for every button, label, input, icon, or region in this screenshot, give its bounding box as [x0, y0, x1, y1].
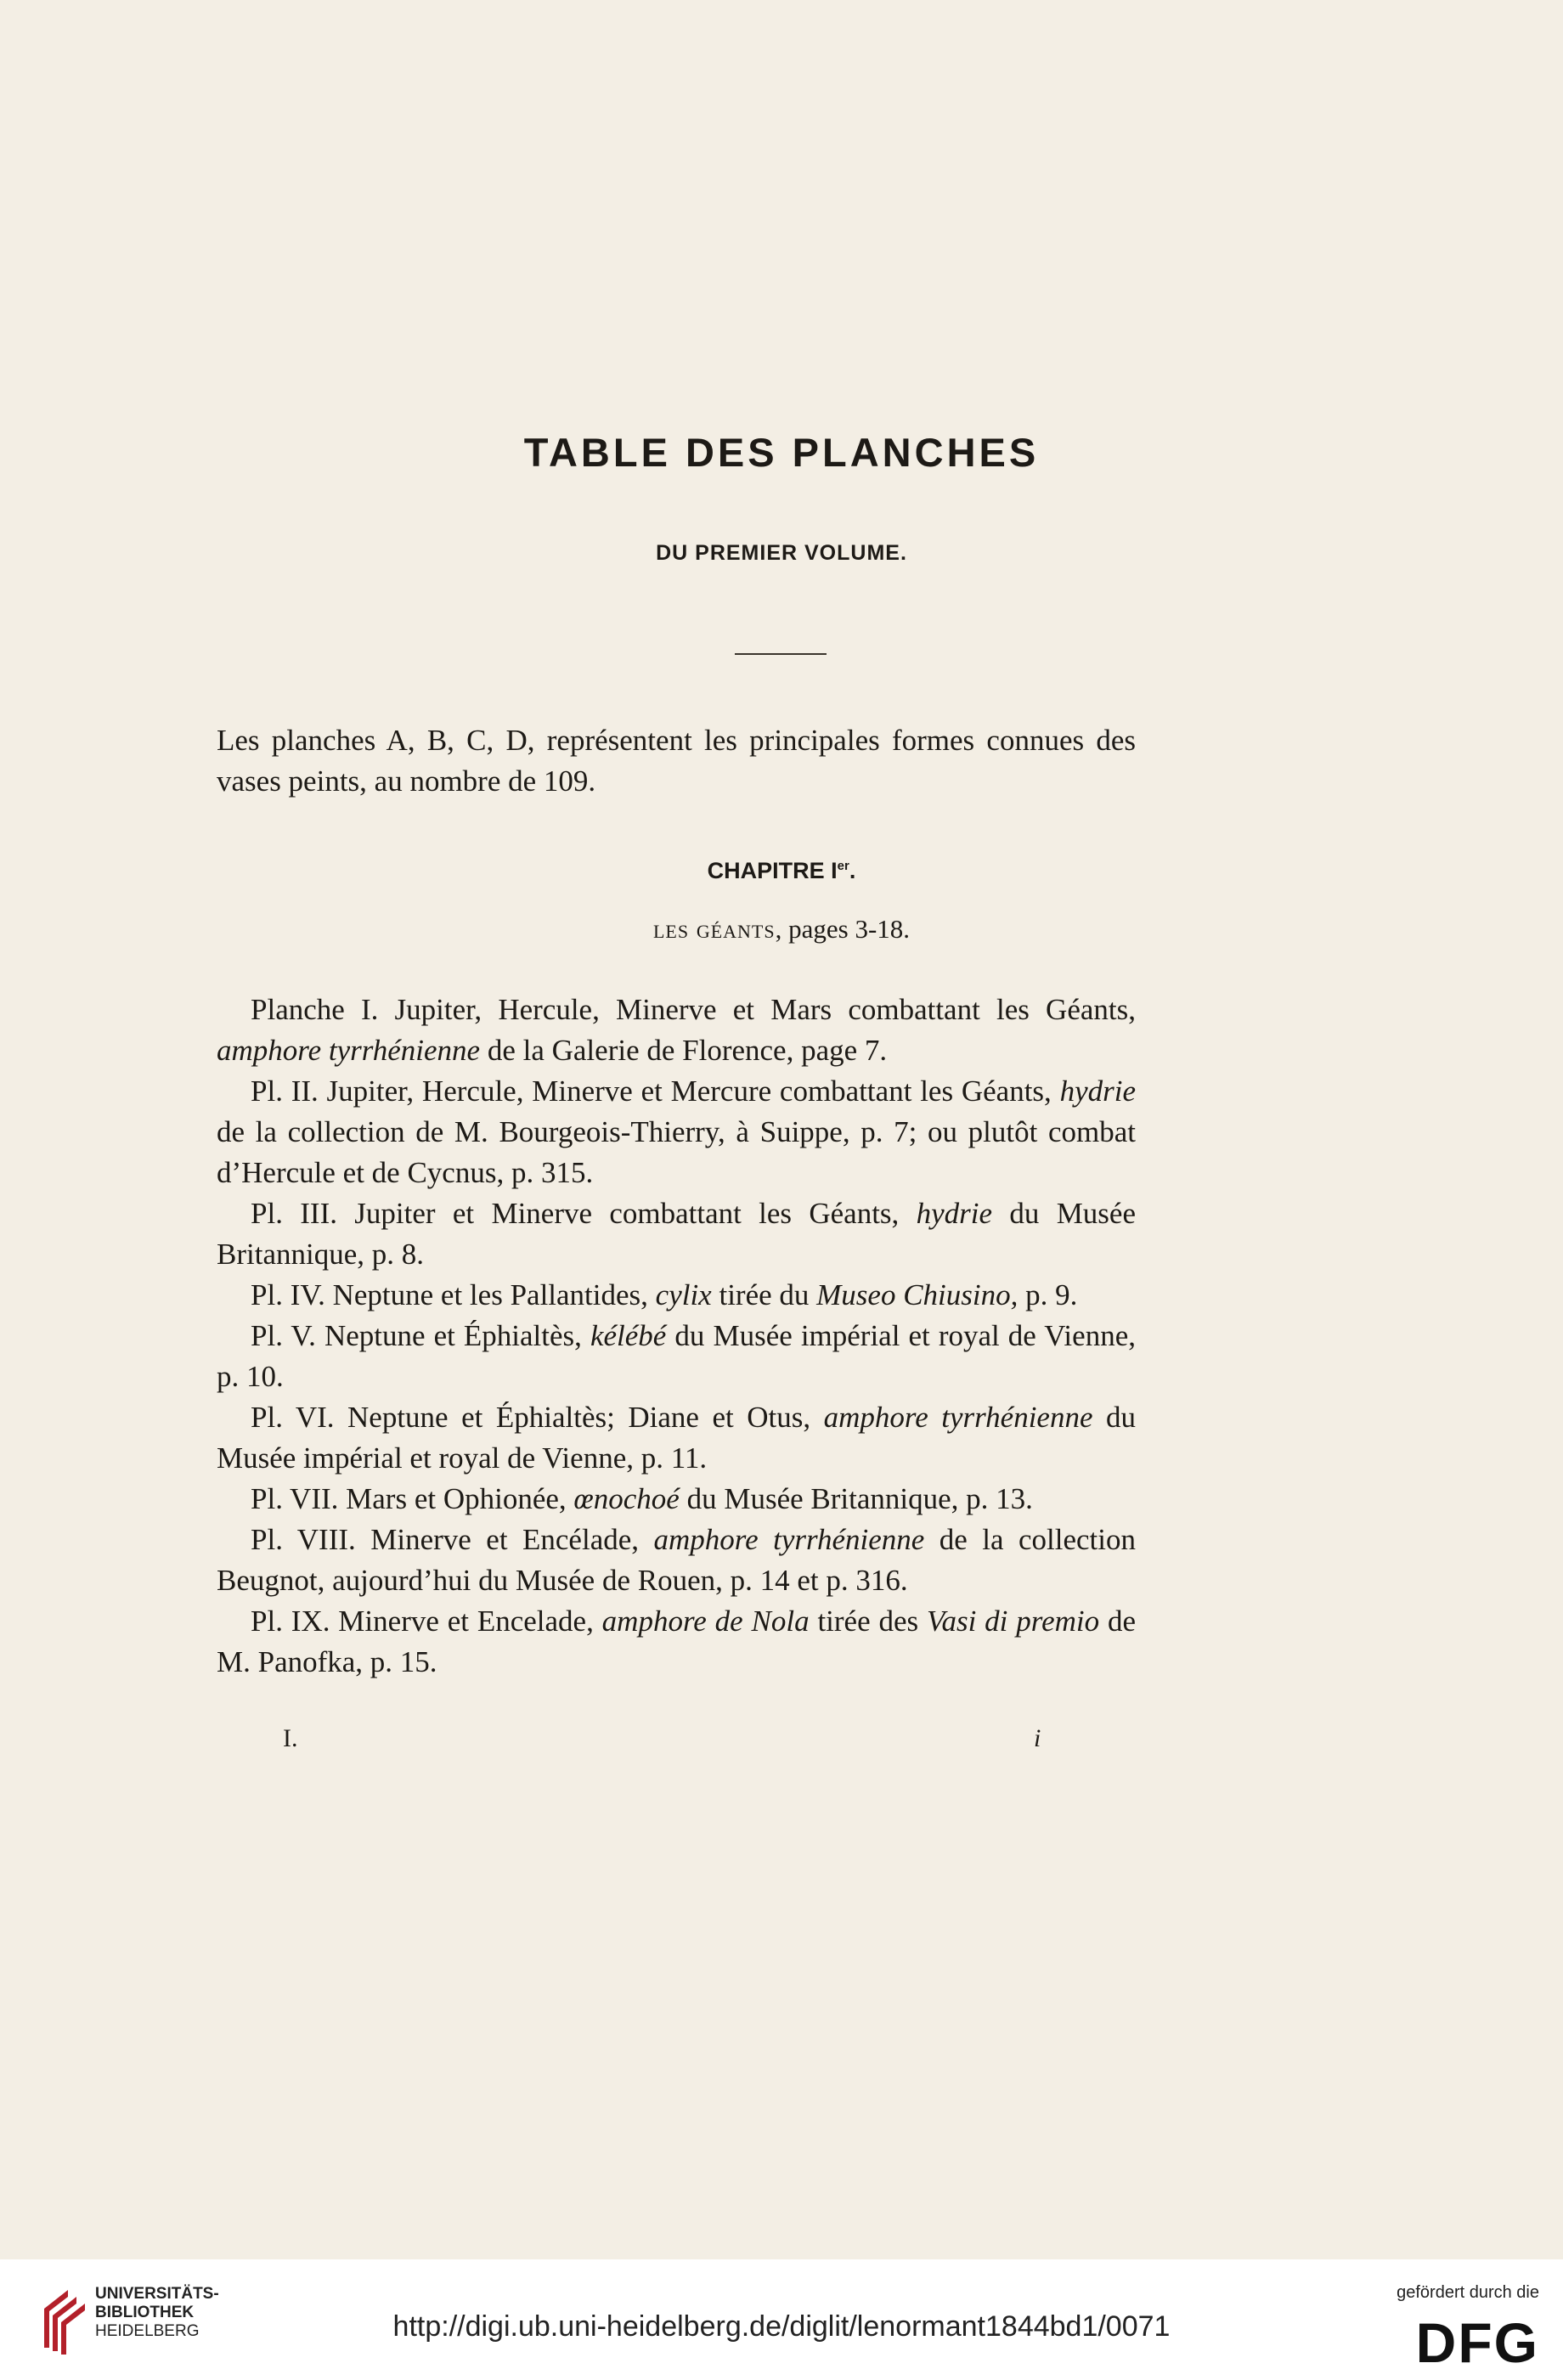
chapter-subheading [0, 914, 1563, 945]
intro-paragraph: Les planches A, B, C, D, représentent les principales formes connues des vases peints, au nombre de 109. [217, 724, 1136, 798]
plate-entry: Pl. III. Jupiter et Minerve combattant les Géants, hydrie du Musée Britannique, p. 8. [217, 1197, 1136, 1271]
plate-entry: Pl. IV. Neptune et les Pallantides, cylix tirée du Museo Chiusino, p. 9. [251, 1278, 1078, 1311]
page-number: i [1034, 1724, 1041, 1752]
chapter-sup: er [837, 859, 849, 873]
digitization-footer [0, 2259, 1563, 2380]
permalink-url[interactable]: http://digi.ub.uni-heidelberg.de/diglit/lenormant1844bd1/0071 [392, 2310, 1171, 2343]
plate-entry: Pl. VIII. Minerve et Encélade, amphore tyrrhénienne de la collection Beugnot, aujourd’hui du Musée de Rouen, p. 14 et p. 316. [217, 1523, 1137, 1597]
plate-list [217, 990, 1136, 1683]
plate-entry: Pl. VII. Mars et Ophionée, œnochoé du Musée Britannique, p. 13. [251, 1482, 1033, 1515]
chapter-label: CHAPITRE I [707, 858, 838, 883]
page-subtitle: DU PREMIER VOLUME. [656, 541, 907, 565]
chapter-sub-smallcaps: les géants [652, 914, 776, 944]
chapter-sub-rest: , pages 3-18. [775, 914, 911, 944]
dfg-logo: DFG [1415, 2311, 1539, 2374]
chapter-heading [0, 858, 1563, 884]
funding-note: gefördert durch die [1397, 2283, 1539, 2302]
chapter-dot: . [849, 858, 856, 883]
library-name: UNIVERSITÄTS- BIBLIOTHEK HEIDELBERG [95, 2285, 219, 2340]
plate-entry: Pl. V. Neptune et Éphialtès, kélébé du Musée impérial et royal de Vienne, p. 10. [217, 1319, 1136, 1393]
divider-rule [735, 653, 827, 655]
plate-entry: Pl. IX. Minerve et Encelade, amphore de Nola tirée des Vasi di premio de M. Panofka, p. 15. [217, 1605, 1136, 1678]
plate-entry: Planche I. Jupiter, Hercule, Minerve et Mars combattant les Géants, amphore tyrrhénienne de la Galerie de Florence, page 7. [217, 993, 1136, 1067]
page-title: TABLE DES PLANCHES [523, 430, 1040, 475]
plate-entry: Pl. II. Jupiter, Hercule, Minerve et Mercure combattant les Géants, hydrie de la collection de M. Bourgeois-Thierry, à Suippe, p. 7; ou plutôt combat d’Hercule et de Cycnus, p. 315. [217, 1074, 1136, 1189]
plate-entry: Pl. VI. Neptune et Éphialtès; Diane et Otus, amphore tyrrhénienne du Musée impérial et royal de Vienne, p. 11. [217, 1401, 1137, 1475]
signature-mark: I. [283, 1724, 298, 1752]
